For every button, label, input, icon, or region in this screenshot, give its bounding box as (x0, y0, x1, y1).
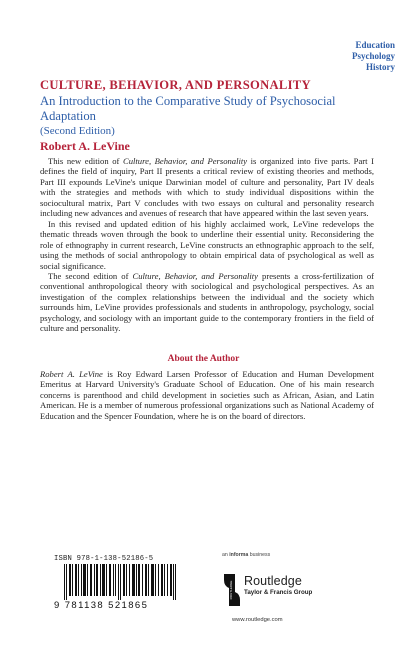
subject-psychology: Psychology (351, 51, 395, 61)
subject-categories (352, 40, 395, 73)
book-title-italic: Culture, Behavior, and Personality (123, 156, 248, 166)
publisher-group: Taylor & Francis Group (244, 589, 313, 596)
publisher-block (224, 574, 384, 610)
publisher-url: www.routledge.com (232, 617, 283, 623)
description-paragraph-1: This new edition of Culture, Behavior, and Personality is organized into five parts. Part I defines the field of inquiry, Part II presents a critical review of existing theories and methods, Part III expounds LeVine's unique Darwinian model of culture and personality, Part IV deals with the strategies and methods with which to study individual dispositions within the sociocultural matrix, Part V concludes with two essays on cultural and personality research including new advances and avenues of research that have appeared within the last seven years. (40, 156, 374, 219)
isbn-barcode (54, 555, 186, 611)
subject-history: History (366, 62, 395, 72)
about-author-heading: About the Author (167, 354, 240, 364)
isbn-label: ISBN 978-1-138-52186-5 (54, 555, 154, 563)
author-name: Robert A. LeVine (40, 139, 130, 153)
description-paragraph-3: The second edition of Culture, Behavior, and Personality presents a cross-fertilization of conventional anthropological theory with sociological and psychological perspectives. As an investigation of the complex relationships between the individual and the society which surrounds him, LeVine provides professionals and students in anthropology, psychology, social psychology, and sociology with an important guide to the contemporary frontiers in the field of culture and personality. (40, 270, 374, 334)
about-author-text: Robert A. LeVine is Roy Edward Larsen Professor of Education and Human Development Emeritus at Harvard University's Graduate School of Education. One of his main research concerns is parenthood and child development in societies such as African, Asian, and Latin American. He is a member of numerous professional organizations such as National Academy of Education and the Spencer Foundation, where he is on the board of directors. (40, 369, 374, 421)
routledge-logo-icon (224, 574, 240, 606)
barcode-number: 9 781138 521865 (54, 600, 149, 611)
about-author-name: Robert A. LeVine (40, 369, 103, 379)
informa-tagline: an informa business (222, 552, 271, 558)
description-paragraph-2: In this revised and updated edition of his highly acclaimed work, LeVine redevelops the thematic threads woven through the book to underline their essential unity. Reconsidering the role of ethnography in current research, LeVine constructs an ethnographic approach to the self, using the methods of social anthropology to obtain empirical data of psychological as well as social significance. (40, 218, 374, 271)
barcode-bars (64, 564, 176, 600)
subject-education: Education (355, 40, 395, 50)
book-title-italic: Culture, Behavior, and Personality (132, 270, 258, 281)
book-title: CULTURE, BEHAVIOR, AND PERSONALITY (40, 78, 311, 92)
book-description (40, 156, 374, 334)
book-subtitle: An Introduction to the Comparative Study of Psychosocial Adaptation (40, 94, 336, 123)
publisher-name: Routledge (244, 574, 302, 588)
edition-label: (Second Edition) (40, 125, 115, 137)
logo-text: ROUTLEDGE (229, 580, 233, 600)
informa-brand: informa (229, 552, 249, 558)
